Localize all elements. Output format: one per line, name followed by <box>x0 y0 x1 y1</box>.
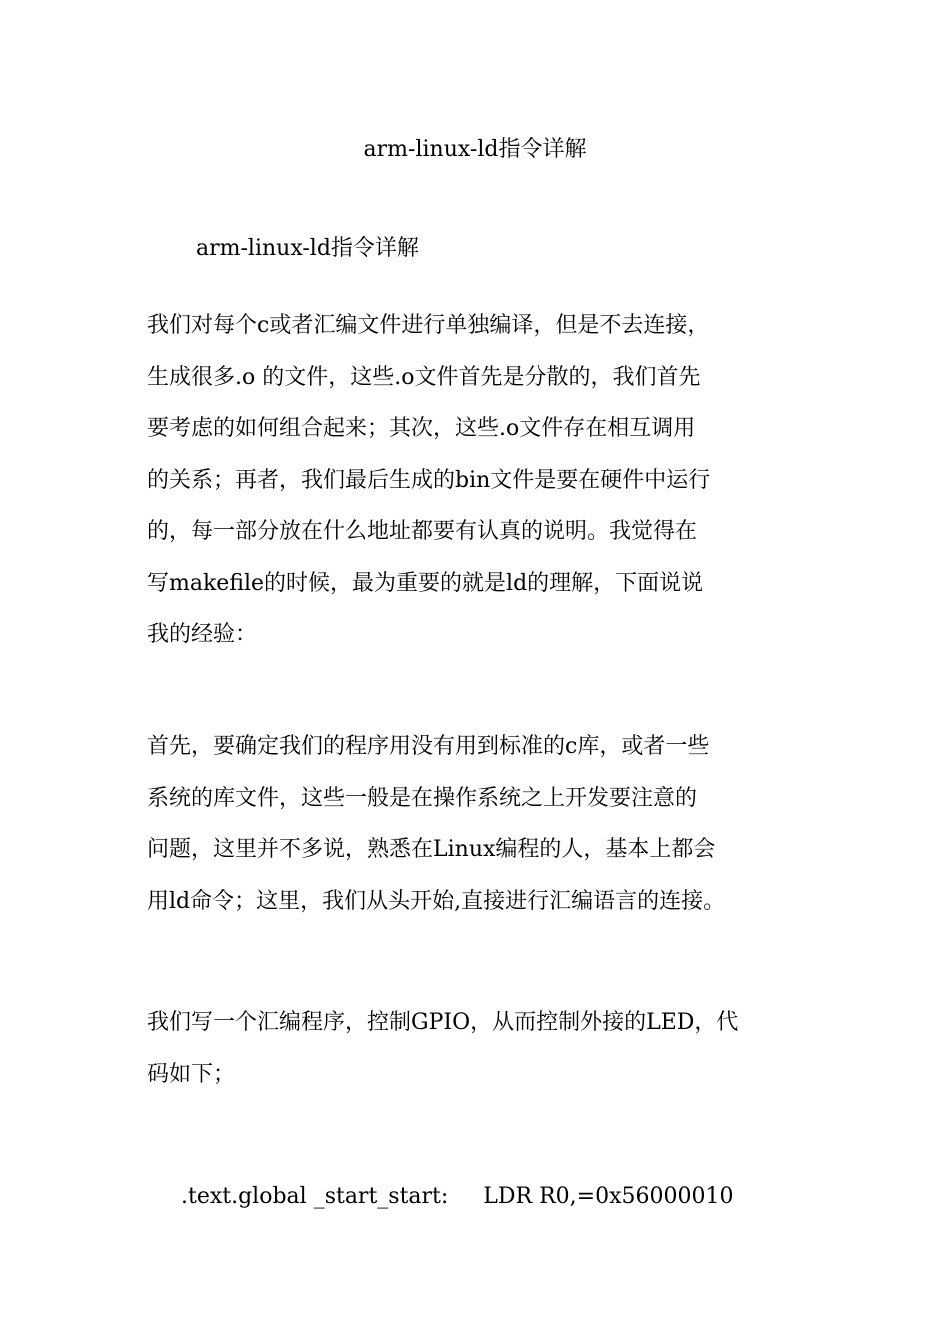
text-line: 首先，要确定我们的程序用没有用到标准的c库，或者一些 <box>147 734 710 759</box>
text-line: 我们写一个汇编程序，控制GPIO，从而控制外接的LED，代 <box>147 1010 739 1035</box>
text-line: 码如下； <box>147 1061 236 1087</box>
text-line: 的，每一部分放在什么地址都要有认真的说明。我觉得在 <box>147 519 698 544</box>
code-snippet: .text.global _start_start: LDR R0,=0x56000010 <box>181 1184 734 1209</box>
text-line: 要考虑的如何组合起来；其次，这些.o文件存在相互调用 <box>147 416 696 441</box>
paragraph-first-step <box>147 730 847 936</box>
text-line: 系统的库文件，这些一般是在操作系统之上开发要注意的 <box>147 785 698 811</box>
document-subtitle: arm-linux-ld指令详解 <box>196 236 419 261</box>
text-line: 用ld命令；这里，我们从头开始,直接进行汇编语言的连接。 <box>147 888 726 914</box>
text-line: 问题，这里并不多说，熟悉在Linux编程的人，基本上都会 <box>147 837 716 862</box>
paragraph-code-intro <box>147 1006 847 1109</box>
text-line: 我们对每个c或者汇编文件进行单独编译，但是不去连接， <box>147 313 710 338</box>
text-line: 生成很多.o 的文件，这些.o文件首先是分散的，我们首先 <box>147 364 701 390</box>
paragraph-intro <box>147 309 847 670</box>
text-line: 我的经验： <box>147 622 258 647</box>
text-line: 写makefile的时候，最为重要的就是ld的理解，下面说说 <box>147 570 704 596</box>
document-title: arm-linux-ld指令详解 <box>363 137 587 162</box>
text-line: 的关系；再者，我们最后生成的bin文件是要在硬件中运行 <box>147 467 711 493</box>
